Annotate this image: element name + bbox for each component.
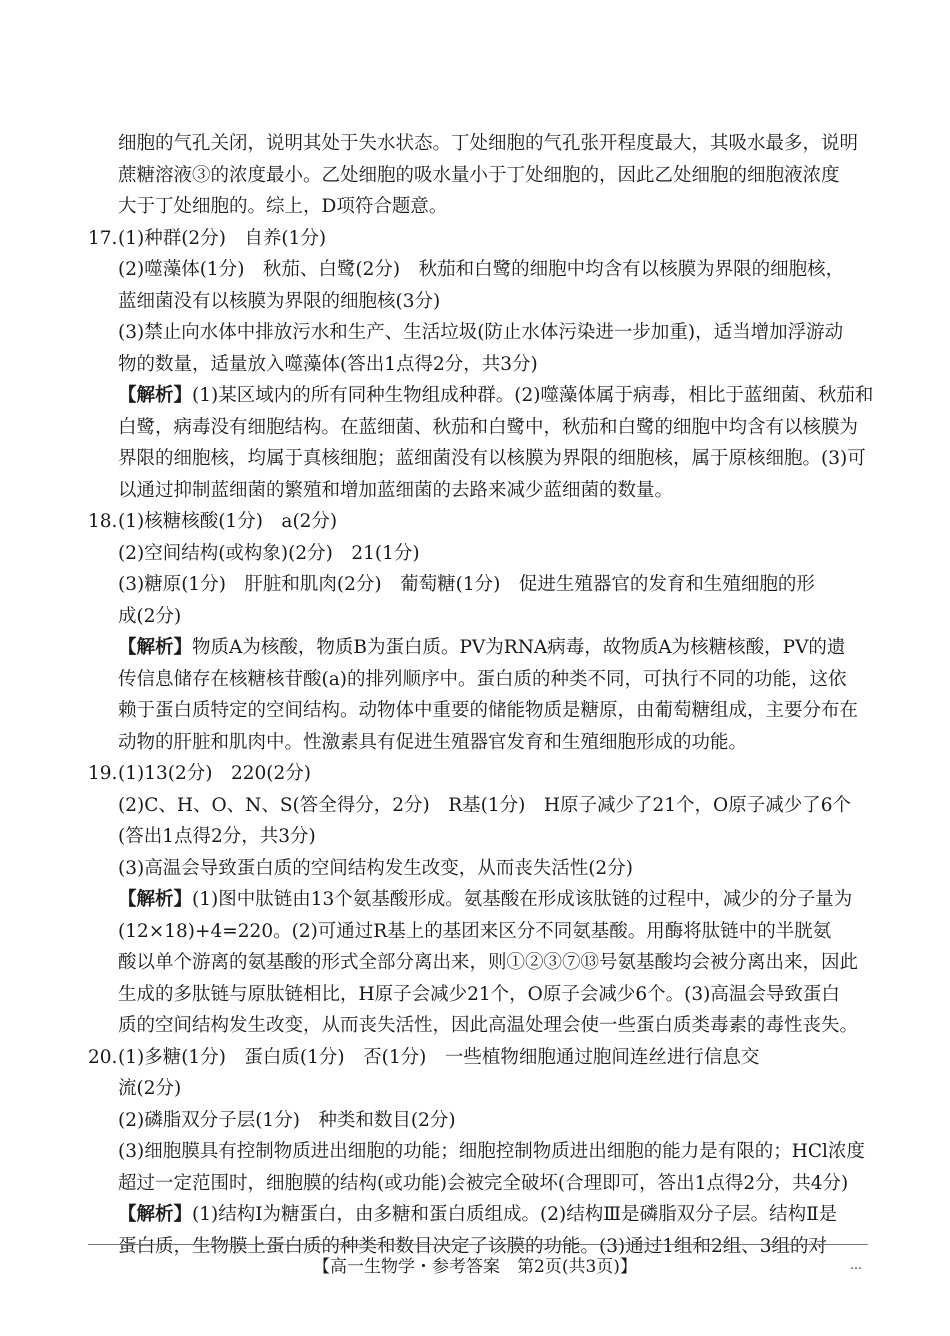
text-line [88,254,868,286]
text-line [88,191,868,223]
text-line [88,821,868,853]
analysis-label: 【解析】 [118,637,193,658]
line-text: 大于丁处细胞的。综上，D项符合题意。 [118,196,448,217]
line-text: (2)噬藻体(1分) 秋茄、白鹭(2分) 秋茄和白鹭的细胞中均含有以核膜为界限的细胞核， [118,259,845,280]
answer-page [88,128,874,1262]
analysis-line [88,1199,868,1231]
line-text: 细胞的气孔关闭，说明其处于失水状态。丁处细胞的气孔张开程度最大，其吸水最多，说明 [118,133,859,154]
line-text: 物质A为核酸，物质B为蛋白质。PV为RNA病毒，故物质A为核糖核酸，PV的遗 [192,637,846,658]
line-text: 生成的多肽链与原肽链相比，H原子会减少21个，O原子会减少6个。(3)高温会导致蛋白 [118,983,840,1005]
line-text: 动物的肝脏和肌肉中。性激素具有促进生殖器官发育和生殖细胞形成的功能。 [118,731,748,753]
line-text: 蛋白质，生物膜上蛋白质的种类和数目决定了该膜的功能。(3)通过1组和2组、3组的对 [118,1235,828,1257]
question-number: 19. [88,763,118,784]
text-line [88,475,868,507]
line-text: 酸以单个游离的氨基酸的形式全部分离出来，则①②③⑦⑬号氨基酸均会被分离出来，因此 [118,952,859,973]
footer-rule [88,1244,868,1245]
line-text: 超过一定范围时，细胞膜的结构(或功能)会被完全破坏(合理即可，答出1点得2分，共4分) [118,1172,849,1194]
analysis-label: 【解析】 [118,889,193,910]
line-text: 成(2分) [118,605,182,627]
line-text: (3)糖原(1分) 肝脏和肌肉(2分) 葡萄糖(1分) 促进生殖器官的发育和生殖细胞的形 [118,574,815,595]
line-text: (2)C、H、O、N、S(答全得分，2分) R基(1分) H原子减少了21个，O原子减少了6个 [118,794,851,816]
question-number: 18. [88,511,118,532]
line-text: 界限的细胞核，均属于真核细胞；蓝细菌没有以核膜为界限的细胞核，属于原核细胞。(3)可 [118,448,866,469]
line-text: 质的空间结构发生改变，从而丧失活性，因此高温处理会使一些蛋白质类毒素的毒性丧失。 [118,1015,859,1036]
line-text: (1)某区域内的所有同种生物组成种群。(2)噬藻体属于病毒，相比于蓝细菌、秋茄和 [192,385,874,406]
analysis-label: 【解析】 [118,385,193,406]
line-text: (2)磷脂双分子层(1分) 种类和数目(2分) [118,1109,456,1131]
text-line [88,128,868,160]
text-line [88,664,868,696]
analysis-label: 【解析】 [118,1204,193,1225]
text-line [88,916,868,948]
question-line [88,758,868,790]
line-text: 传信息储存在核糖核苷酸(a)的排列顺序中。蛋白质的种类不同，可执行不同的功能，这依 [118,668,847,690]
question-number: 17. [88,227,118,249]
line-text: (1)13(2分) 220(2分) [118,763,311,784]
page-footer: 【高一生物学・参考答案 第2页(共3页)】 [313,1257,637,1277]
question-line [88,223,868,255]
line-text: 以通过抑制蓝细菌的繁殖和增加蓝细菌的去路来减少蓝细菌的数量。 [118,479,674,501]
corner-mark: … [850,1258,862,1272]
text-line [88,601,868,633]
text-line [88,317,868,349]
line-text: (12×18)+4=220。(2)可通过R基上的基团来区分不同氨基酸。用酶将肽链中的半胱氨 [118,920,832,942]
analysis-line [88,380,874,412]
question-line [88,1042,868,1074]
line-text: 流(2分) [118,1078,182,1099]
text-line [88,695,868,727]
text-line [88,160,868,192]
line-text: (2)空间结构(或构象)(2分) 21(1分) [118,542,420,564]
line-text: (1)核糖核酸(1分) a(2分) [118,511,338,532]
text-line [88,1010,868,1042]
text-line [88,1136,868,1168]
question-line [88,506,868,538]
text-line [88,349,868,381]
line-text: 蔗糖溶液③的浓度最小。乙处细胞的吸水量小于丁处细胞的，因此乙处细胞的细胞液浓度 [118,164,840,186]
text-line [88,286,868,318]
text-line [88,947,868,979]
line-text: (1)结构Ⅰ为糖蛋白，由多糖和蛋白质组成。(2)结构Ⅲ是磷脂双分子层。结构Ⅱ是 [192,1204,838,1225]
analysis-line [88,632,868,664]
line-text: 蓝细菌没有以核膜为界限的细胞核(3分) [118,290,441,312]
text-line [88,1105,868,1137]
text-line [88,727,868,759]
text-line [88,1168,868,1200]
line-text: (3)禁止向水体中排放污水和生产、生活垃圾(防止水体污染进一步加重)，适当增加浮游动 [118,322,844,343]
text-line [88,790,868,822]
text-line [88,412,868,444]
line-text: (1)种群(2分) 自养(1分) [118,227,327,249]
line-text: (3)高温会导致蛋白质的空间结构发生改变，从而丧失活性(2分) [118,857,633,879]
line-text: (1)图中肽链由13个氨基酸形成。氨基酸在形成该肽链的过程中，减少的分子量为 [192,889,853,910]
text-line [88,1073,868,1105]
question-number: 20. [88,1046,118,1068]
line-text: (3)细胞膜具有控制物质进出细胞的功能；细胞控制物质进出细胞的能力是有限的；HCl浓度 [118,1141,865,1162]
line-text: 赖于蛋白质特定的空间结构。动物体中重要的储能物质是糖原，由葡萄糖组成，主要分布在 [118,700,859,721]
text-line [88,569,868,601]
line-text: (答出1点得2分，共3分) [118,826,316,847]
line-text: (1)多糖(1分) 蛋白质(1分) 否(1分) 一些植物细胞通过胞间连丝进行信息交 [118,1046,760,1068]
text-line [88,979,868,1011]
analysis-line [88,884,868,916]
text-line [88,853,868,885]
line-text: 白鹭，病毒没有细胞结构。在蓝细菌、秋茄和白鹭中，秋茄和白鹭的细胞中均含有以核膜为 [118,416,859,438]
text-line [88,443,868,475]
text-line [88,538,868,570]
line-text: 物的数量，适量放入噬藻体(答出1点得2分，共3分) [118,353,538,375]
